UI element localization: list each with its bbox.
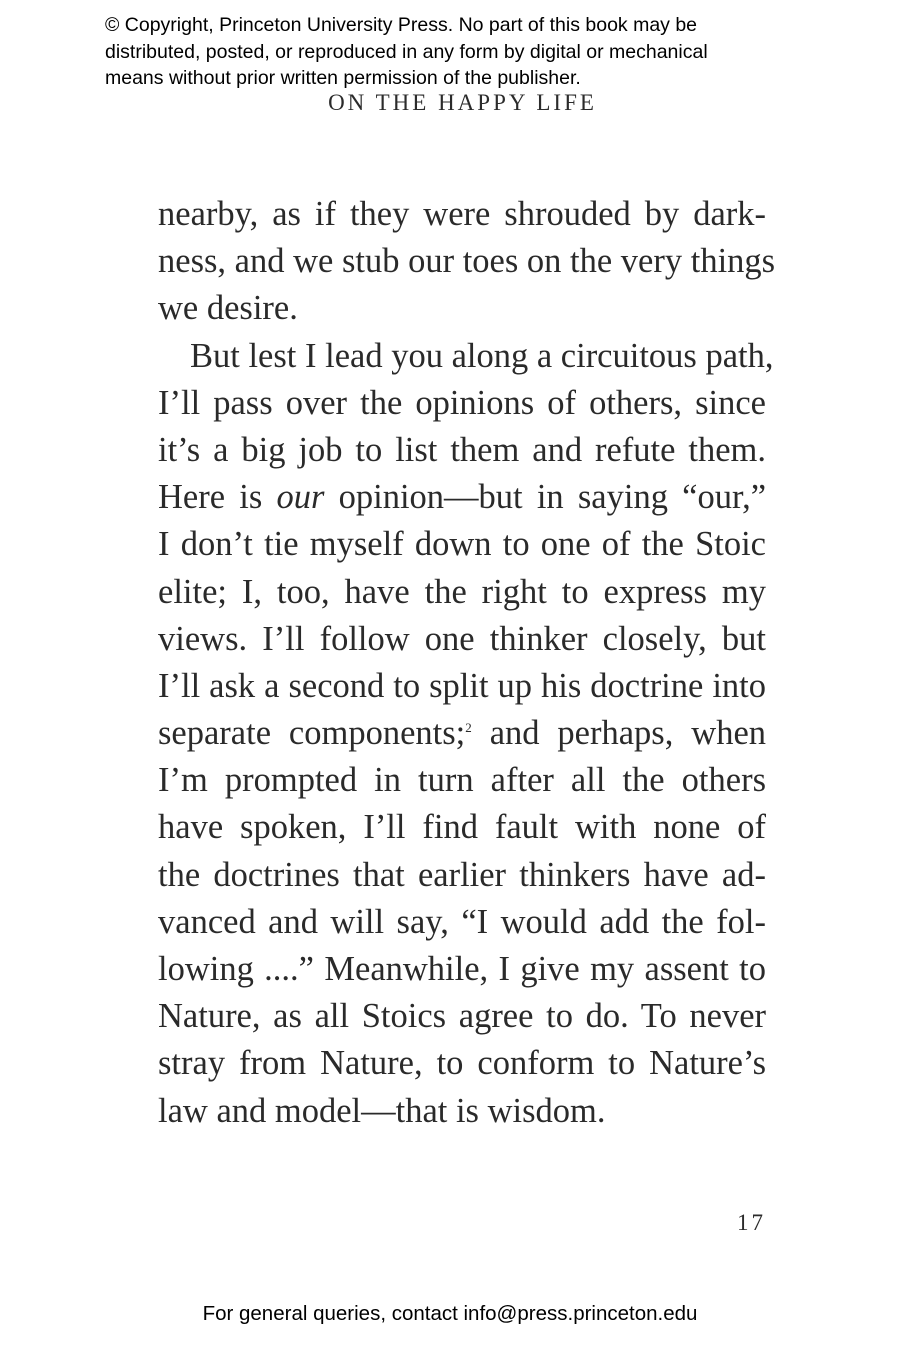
text-line: I’m prompted in turn after all the others xyxy=(158,761,766,800)
text-line: ness, and we stub our toes on the very things xyxy=(158,242,776,281)
text-line: it’s a big job to list them and refute them. xyxy=(158,430,766,469)
text-line: vanced and will say, “I would add the fol- xyxy=(158,902,766,941)
text-line: I’ll pass over the opinions of others, since xyxy=(158,383,766,422)
footer-contact: For general queries, contact info@press.princeton.edu xyxy=(202,1302,698,1325)
text-line: have spoken, I’ll find fault with none of xyxy=(158,808,766,847)
page-number: 17 xyxy=(737,1210,766,1235)
footnote-marker[interactable]: 2 xyxy=(465,720,472,736)
text-line xyxy=(158,474,766,521)
copyright-line: © Copyright, Princeton University Press. No part of this book may be xyxy=(105,14,698,36)
text-line: I don’t tie myself down to one of the Stoic xyxy=(158,525,766,564)
text-line: law and model—that is wisdom. xyxy=(158,1091,606,1130)
text-line: I’ll ask a second to split up his doctrine into xyxy=(158,666,766,705)
text-line: we desire. xyxy=(158,289,298,328)
copyright-line: means without prior written permission of the publisher. xyxy=(105,67,581,89)
text-line xyxy=(158,710,766,757)
body-text xyxy=(158,191,776,1135)
text-line: the doctrines that earlier thinkers have ad- xyxy=(158,855,766,894)
text-line: stray from Nature, to conform to Nature’s xyxy=(158,1044,766,1083)
text-segment: opinion—but in saying “our,” xyxy=(338,478,767,517)
emphasis-text: our xyxy=(276,478,325,517)
text-line: nearby, as if they were shrouded by dark- xyxy=(158,195,766,233)
text-segment: Here is xyxy=(158,478,263,517)
copyright-line: distributed, posted, or reproduced in any form by digital or mechanical xyxy=(105,40,708,63)
text-segment: separate components; xyxy=(158,714,466,753)
text-line: But lest I lead you along a circuitous path, xyxy=(190,336,774,375)
text-line: lowing ....” Meanwhile, I give my assent to xyxy=(158,950,766,988)
text-segment: and perhaps, when xyxy=(489,714,767,753)
text-line: Nature, as all Stoics agree to do. To never xyxy=(158,997,766,1036)
text-line: views. I’ll follow one thinker closely, but xyxy=(158,619,766,658)
copyright-notice xyxy=(105,12,865,92)
text-line: elite; I, too, have the right to express my xyxy=(158,572,766,611)
running-head: ON THE HAPPY LIFE xyxy=(328,90,597,115)
